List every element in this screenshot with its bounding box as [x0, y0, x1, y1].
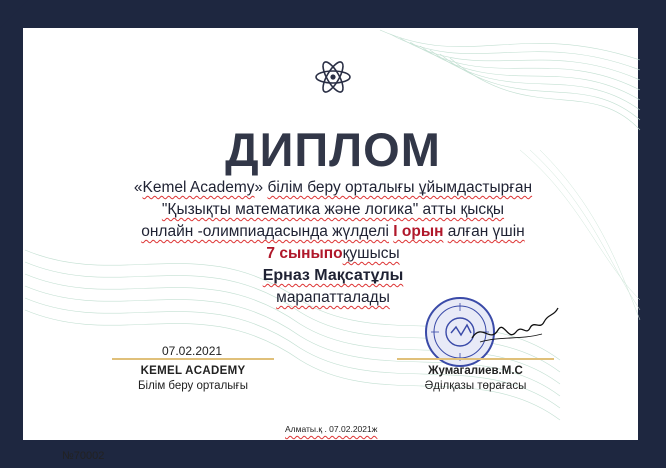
- text-line-2: "Қызықты математика және логика" атты қысқы: [161, 201, 505, 218]
- place-date: Алматы.қ . 07.02.2021ж: [285, 424, 378, 434]
- signature-scribble: [470, 300, 560, 352]
- right-sig-line: [397, 358, 554, 360]
- org-subtitle: Білім беру орталығы: [137, 380, 249, 392]
- diploma-number: №70002: [62, 450, 105, 462]
- org-name: KEMEL ACADEMY: [140, 365, 246, 377]
- chairman-name: Жумагалиев.М.С: [428, 365, 523, 377]
- awarded-text: марапатталады: [276, 289, 390, 306]
- text-line-4: 7 сыныпоқушысы: [266, 245, 400, 262]
- diploma-title: ДИПЛОМ: [225, 123, 441, 176]
- atom-icon: [313, 60, 353, 94]
- chairman-role: Әділқазы төрағасы: [424, 380, 527, 392]
- recipient-name: Ерназ Мақсатұлы: [262, 267, 404, 284]
- text-line-3: онлайн -олимпиадасында жүлделі I орын алған үшін: [141, 223, 525, 240]
- left-date: 07.02.2021: [162, 344, 223, 358]
- left-sig-line: [112, 358, 274, 360]
- text-line-1: «Kemel Academy» білім беру орталығы ұйымдастырған: [133, 179, 533, 196]
